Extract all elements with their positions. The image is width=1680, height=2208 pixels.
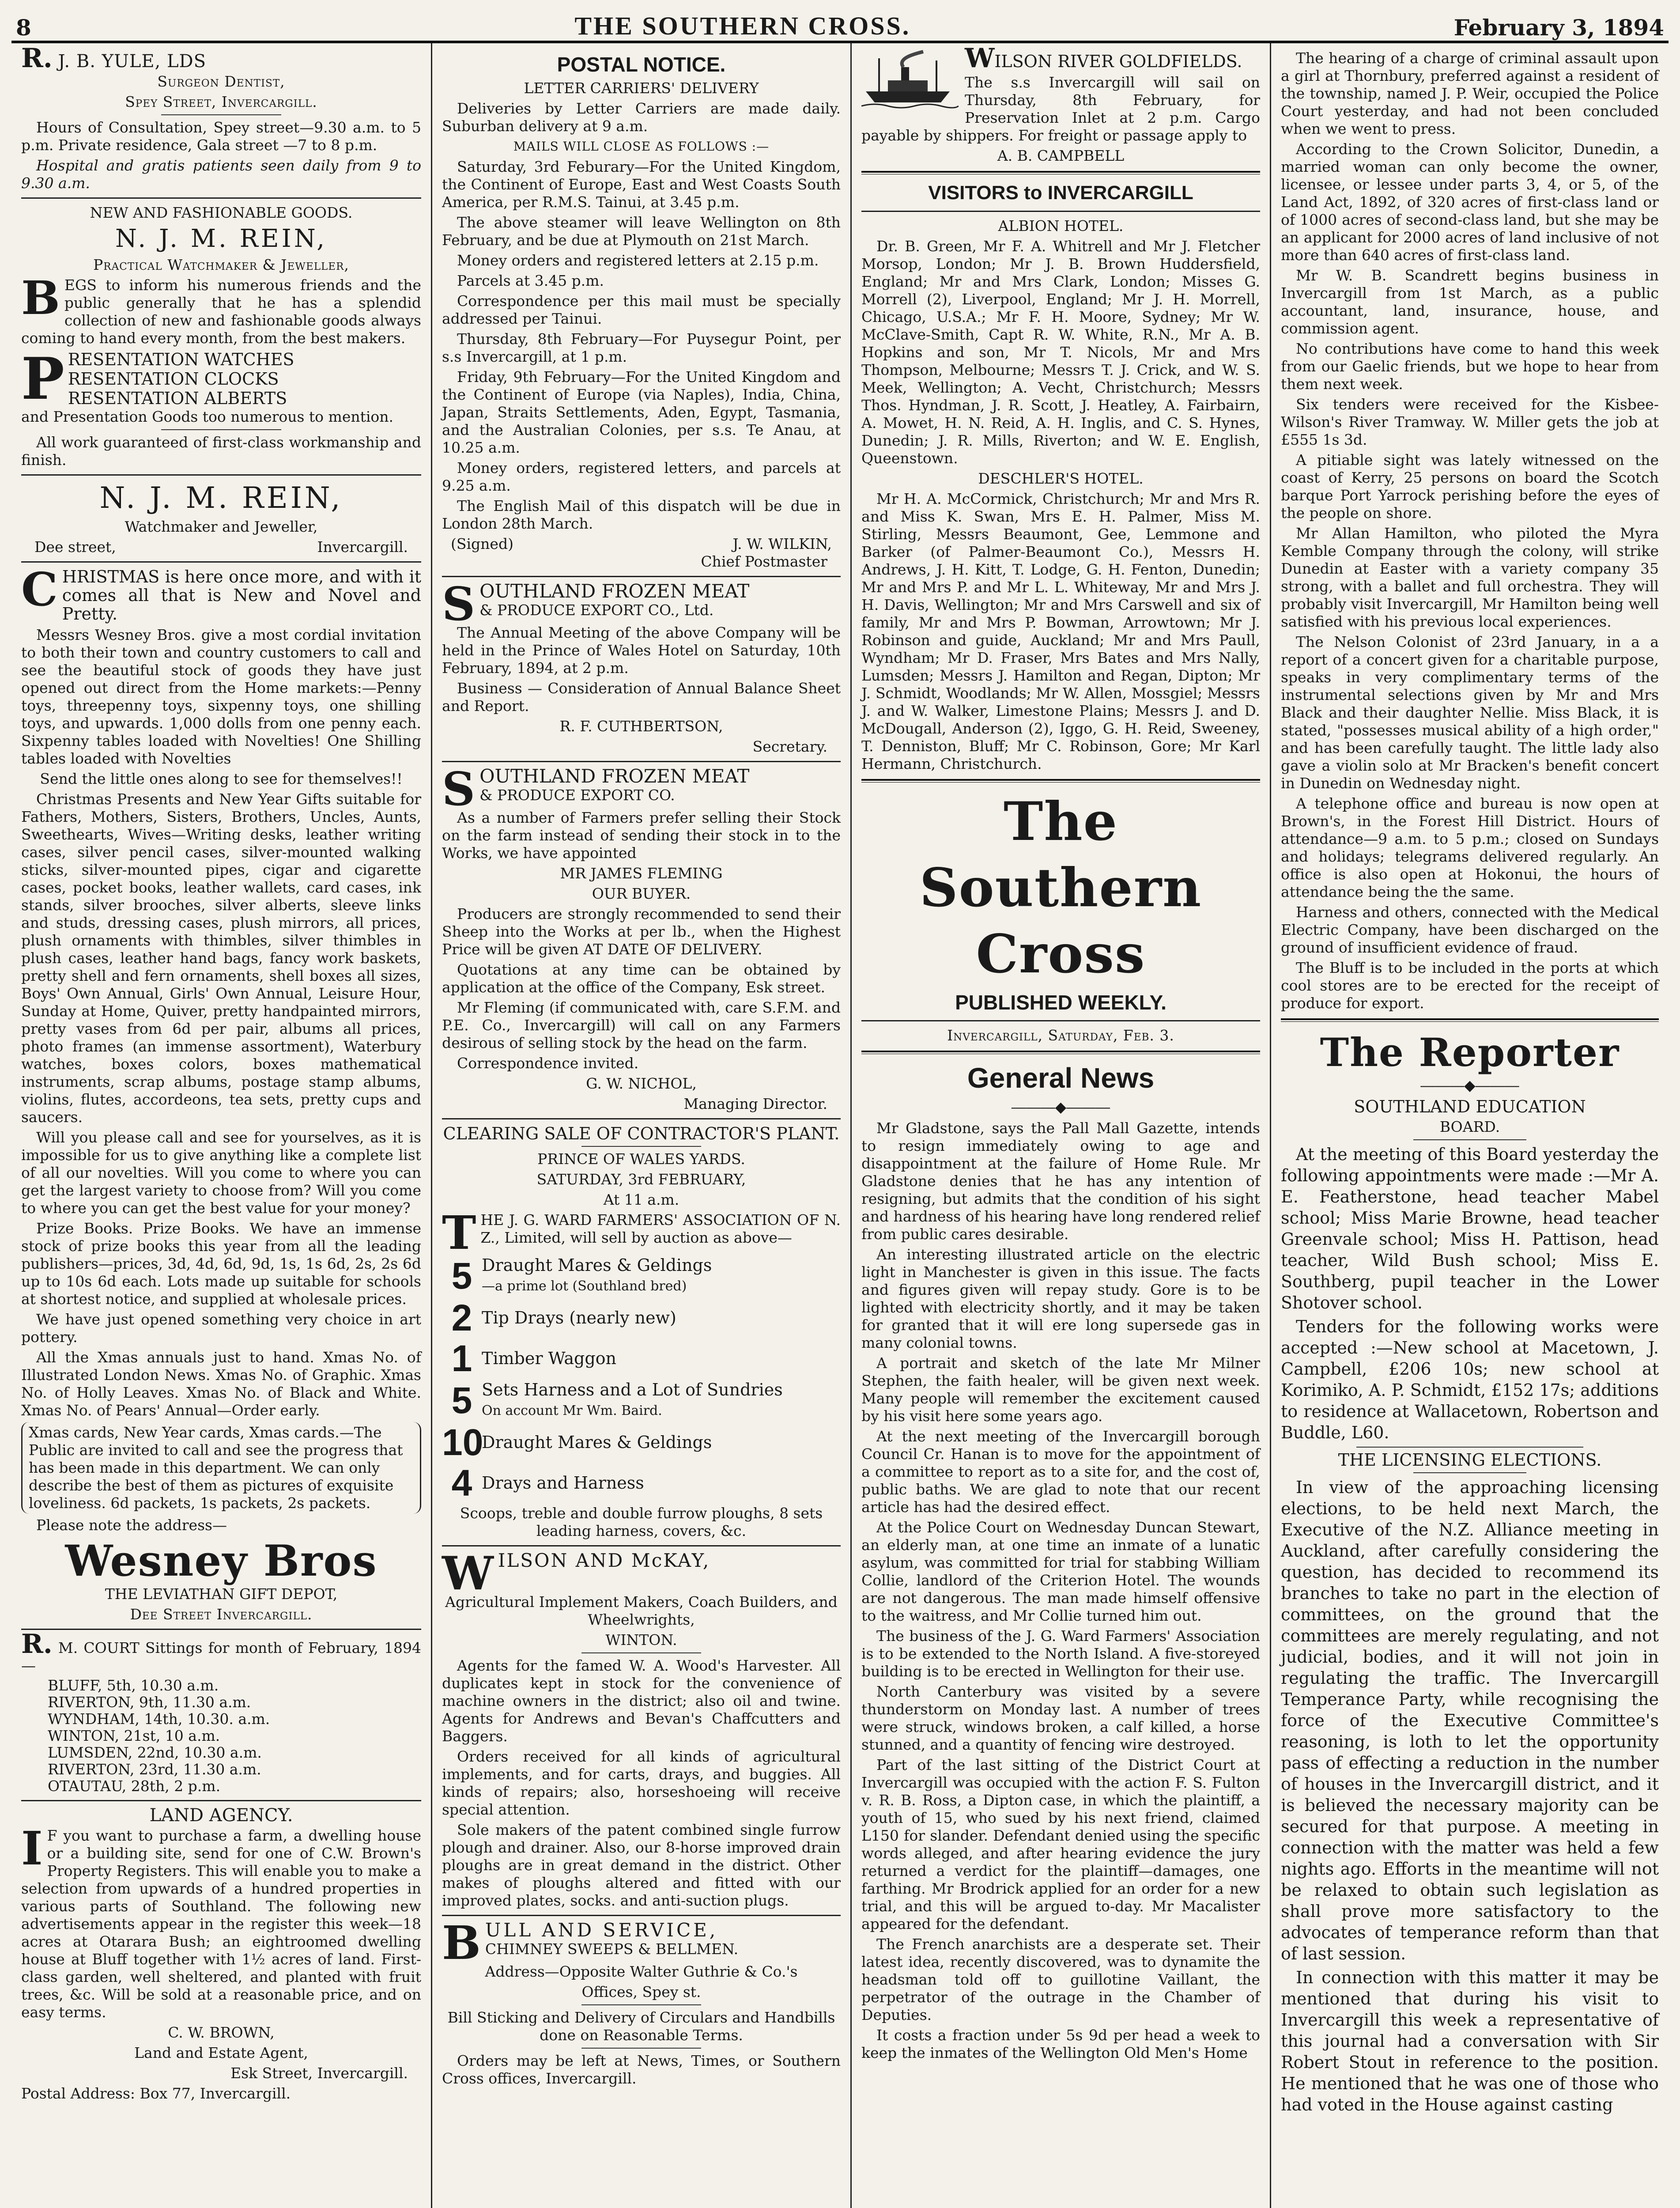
news-item: A pitiable sight was lately witnessed on the coast of Kerry, 25 persons on board the Scotch barque Port Yarrock perishing before the eyes of the people on shore. [1281, 451, 1659, 522]
auction-item: 1 Timber Waggon [451, 1338, 617, 1379]
rein-card: N. J. M. REIN, Watchmaker and Jeweller, Dee street, Invercargill. [34, 481, 408, 556]
sitting-item: BLUFF, 5th, 10.30 a.m. [48, 1677, 219, 1694]
news-item: Harness and others, connected with the Medical Electric Company, have been discharged on the ground of insufficient evidence of fraud. [1281, 904, 1659, 956]
xmas-cards-note: Xmas cards, New Year cards, Xmas cards.—The Public are invited to call and see the progress that has been made in this department. We can only describe the best of them as pictures of exquisite loveliness. 6d packets, 1s packets, 2s packets. [21, 1422, 421, 1514]
wesney-bros-logo: Wesney Bros [65, 1536, 378, 1586]
column-3 [850, 43, 1270, 2208]
news-item: At the Police Court on Wednesday Duncan Stewart, an elderly man, at one time an inmate of a lunatic asylum, was committed for trial for stabbing William Collie, landlord of the Criterion Hotel. The wounds are not dangerous. The man made himself offensive to the waitress, and Mr Collie turned him out. [861, 1519, 1260, 1624]
wilson-river-advert: WILSON RIVER GOLDFIELDS. The s.s Invercargill will sail on Thursday, 8th February, for Preservation Inlet at 2 p.m. Cargo payable by shippers. For freight or passage apply to A. B. CAMPBELL [861, 43, 1260, 164]
sitting-item: RIVERTON, 9th, 11.30 a.m. [48, 1694, 251, 1711]
auction-item: 5 Draught Mares & Geldings —a prime lot (Southland bred) [451, 1255, 712, 1297]
news-item: An interesting illustrated article on the electric light in Manchester is given in this issue. The facts and figures given will repay study. Gore is to be lighted with electricity shortly, and it may be taken for granted that it will ere long supersede gas in many colonial towns. [861, 1246, 1260, 1351]
wilson-mckay-advert: WILSON AND McKAY, Agricultural Implement Makers, Coach Builders, and Wheelwrights, WINTON. Agents for the famed W. A. Wood's Harvester. All duplicates kept in stock for the convenience of machine owners in the district; also oil and twine. Agents for Andrews and Bevan's Chaffcutters and Baggers. Orders received for all kinds of agricultural implements, and for carts, drays, and buggies. All kinds of repairs; also, horseshoeing will receive special attention. Sole makers of the patent combined single furrow plough and drainer. Also, our 8-horse improved drain ploughs are in great demand in the district. Other makes of ploughs altered and fitted with our improved plates, socks. and anti-suction plugs. [442, 1546, 841, 1909]
news-item: No contributions have come to hand this week from our Gaelic friends, but we hope to hear from them next week. [1281, 340, 1659, 393]
newspaper-title: THE SOUTHERN CROSS. [574, 11, 911, 40]
rein-advert: NEW AND FASHIONABLE GOODS. N. J. M. REIN, Practical Watchmaker & Jeweller, BEGS to inform his numerous friends and the public generally that he has a splendid collection of new and fashionable goods always coming to hand every month, from the best makers. P RESENTATION WATCHES RESENTATION CLOCKS RESENTATION ALBERTS and Presentation Goods too numerous to mention. All work guaranteed of first-class workmanship and finish. [21, 204, 421, 469]
land-agency-advert: LAND AGENCY. I F you want to purchase a farm, a dwelling house or a building site, send for one of C.W. Brown's Property Registers. This will enable you to make a selection from upwards of a hundred properties in various parts of Southland. The following new advertisements appear in the register this week—18 acres at Otarara Bush; an eightroomed dwelling house at Bluff together with 1½ acres of land. First-class garden, well sheltered, and planted with fruit trees, &c. Will be sold at a reasonable price, and on easy terms. C. W. BROWN, Land and Estate Agent, Esk Street, Invercargill. Postal Address: Box 77, Invercargill. [21, 1805, 421, 2102]
reporter-section: The Reporter ―――◆――― SOUTHLAND EDUCATION BOARD. At the meeting of this Board yesterday the following appointments were made :—Mr A. E. Featherstone, head teacher Mabel school; Miss Marie Browne, head teacher Greenvale school; Miss H. Pattison, head teacher, Wild Bush school; Miss E. Southberg, pupil teacher in the Lower Shotover school. Tenders for the following works were accepted :—New school at Macetown, J. Campbell, £206 10s; new school at Korimiko, A. P. Schmidt, £152 17s; additions to residence at Wallacetown, Robertson and Buddle, L60. THE LICENSING ELECTIONS. In view of the approaching licensing elections, to be held next March, the Executive of the N.Z. Alliance meeting in Auckland, after carefully considering the question, has decided to recommend its branches to take no part in the election of committees, on the ground that the committees are merely regulating, and not judicial, bodies, and it will not join in regulating the traffic. The Invercargill Temperance Party, while recognising the force of the Executive Committee's reasoning, is loth to let the opportunity pass of effecting a reduction in the number of houses in the Invercargill district, and it is believed the necessary majority can be secured for that purpose. A meeting in connection with the matter was held a few nights ago. Efforts in the meantime will not be relaxed to obtain such legislation as shall prove more satisfactory to the advocates of temperance reform than that of last session. In connection with this matter it may be mentioned that during his visit to Invercargill this week a representative of this journal had a conversation with Sir Robert Stout in reference to the position. He mentioned that he was one of those who had voted in the House against casting [1281, 1028, 1659, 2115]
paper-banner: The Southern Cross PUBLISHED WEEKLY. Invercargill, Saturday, Feb. 3. [861, 789, 1260, 1044]
postal-notice: POSTAL NOTICE. LETTER CARRIERS' DELIVERY Deliveries by Letter Carriers are made daily. Suburban delivery at 9 a.m. MAILS WILL CLOSE AS FOLLOWS :— Saturday, 3rd Feburary—For the United Kingdom, the Continent of Europe, East and West Coasts South America, per R.M.S. Tainui, at 3.45 p.m. The above steamer will leave Wellington on 8th February, and be due at Plymouth on 21st March. Money orders and registered letters at 2.15 p.m. Parcels at 3.45 p.m. Correspondence per this mail must be specially addressed per Tainui. Thursday, 8th February—For Puysegur Point, per s.s Invercargill, at 1 p.m. Friday, 9th February—For the United Kingdom and the Continent of Europe (via Naples), India, China, Japan, Straits Settlements, Aden, Egypt, Tasmania, and the Australian Colonies, per s.s. Te Anau, at 10.25 a.m. Money orders, registered letters, and parcels at 9.25 a.m. The English Mail of this dispatch will be due in London 28th March. (Signed) J. W. WILKIN, Chief Postmaster [442, 53, 841, 570]
frozen-meat-meeting: SOUTHLAND FROZEN MEAT & PRODUCE EXPORT CO., Ltd. The Annual Meeting of the above Company will be held in the Prince of Wales Hotel on Saturday, 10th February, 1894, at 2 p.m. Business — Consideration of Annual Balance Sheet and Report. R. F. CUTHBERTSON, Secretary. [442, 577, 841, 755]
news-item: North Canterbury was visited by a severe thunderstorm on Monday last. A number of trees were struck, windows broken, a calf killed, a horse stunned, and a quantity of fencing wire destroyed. [861, 1683, 1260, 1753]
visitors-list: VISITORS to INVERCARGILL ALBION HOTEL. Dr. B. Green, Mr F. A. Whitrell and Mr J. Fletcher Morsop, London; Mr J. B. Brown Huddersfield, England; Mr and Mrs Clark, London; Misses G. Morrell (2), Liverpool, England; Mr J. H. Morrell, Chicago, U.S.A.; Mr F. H. Moore, Sydney; Mr W. McClave-Smith, Capt R. W. White, R.N., Mr A. B. Hopkins and son, Mr T. Nicols, Mr and Mrs Thompson, Melbourne; Messrs T. J. Crick, and W. S. Meek, Wellington; A. Vecht, Christchurch; Messrs Thos. Hyndman, J. R. Scott, J. Heatley, A. Fairbairn, A. Mowet, H. N. Reid, A. H. Inglis, and C. S. Hynes, Dunedin; J. R. Mills, Riverton; and W. E. English, Queenstown. DESCHLER'S HOTEL. Mr H. A. McCormick, Christchurch; Mr and Mrs R. and Miss K. Swan, Mrs E. H. Palmer, Miss M. Stirling, Messrs Beaumont, Gee, Lemmone and Barker (of Palmer-Beaumont Co.), Messrs H. Andrews, J. H. Kitt, T. Lodge, G. H. Fenton, Dunedin; Mr and Mrs P. and Mr L. L. Whiteway, Mr and Mrs J. H. Davis, Wellington; Mr and Mrs Carswell and six of family, Mr and Mrs P. Bowman, Arrowtown; Mr J. Robinson and guide, Auckland; Mr and Mrs Paull, Wyndham; Mr D. Fraser, Mrs Bates and Mrs Nally, Lumsden; Messrs J. Hamilton and Regan, Dipton; Mr J. Schmidt, Woodlands; Mr W. Allen, Mossgiel; Messrs J. and W. Walker, Limestone Plains; Messrs J. and D. McDougall, Anderson (2), Iggo, G. H. Reid, Sweeney, T. Denniston, Bluff; Mr C. Robinson, Gore; Mr Karl Hermann, Christchurch. [861, 182, 1260, 772]
news-item: Mr Allan Hamilton, who piloted the Myra Kemble Company through the colony, will strike Dunedin at Easter with a variety company 35 strong, with a ballet and full orchestra. They will probably visit Invercargill, Mr Hamilton being well satisfied with his previous local experiences. [1281, 525, 1659, 630]
news-item: Mr W. B. Scandrett begins business in Invercargill from 1st March, as a public accountant, land, insurance, house, and commission agent. [1281, 267, 1659, 337]
bull-service-advert: BULL AND SERVICE, CHIMNEY SWEEPS & BELLMEN. Address—Opposite Walter Guthrie & Co.'s Offices, Spey st. Bill Sticking and Delivery of Circulars and Handbills done on Reasonable Terms. Orders may be left at News, Times, or Southern Cross offices, Invercargill. [442, 1916, 841, 2087]
page-number: 8 [16, 15, 31, 41]
column-1 [11, 43, 431, 2208]
local-news [1281, 49, 1659, 1012]
news-item: The Bluff is to be included in the ports at which cool stores are to be erected for the receipt of produce for export. [1281, 959, 1659, 1012]
auction-item: 4 Drays and Harness [451, 1462, 644, 1504]
clearing-sale: CLEARING SALE OF CONTRACTOR'S PLANT. PRINCE OF WALES YARDS. SATURDAY, 3rd FEBRUARY, At 11 a.m. THE J. G. WARD FARMERS' ASSOCIATION OF N. Z., Limited, will sell by auction as above— 5 Draught Mares & Geldings —a prime lot (Southland bred) 2 Tip Drays (nearly new) 1 Timber Waggon 5 Sets Harness and a Lot of Sundries On account Mr Wm. Baird. 10 Draught Mares & Geldings 4 Drays and Harness Scoops, treble and double furrow ploughs, 8 sets leading harness, covers, &c. [442, 1124, 841, 1539]
issue-date: February 3, 1894 [1453, 15, 1664, 41]
news-item: Six tenders were received for the Kisbee-Wilson's River Tramway. W. Miller gets the job at £555 1s 3d. [1281, 396, 1659, 448]
column-4 [1270, 43, 1669, 2208]
news-item: A telephone office and bureau is now open at Brown's, in the Forest Hill District. Hours of attendance—9 a.m. to 5 p.m.; closed on Sundays and holidays; telegrams delivered regularly. An office is also open at Hokonui, the hours of attendance being the the same. [1281, 795, 1659, 900]
news-item: At the next meeting of the Invercargill borough Council Cr. Hanan is to move for the appointment of a committee to report as to a site for, and the cost of, public baths. We are glad to note that our recent article has had the desired effect. [861, 1428, 1260, 1516]
auction-item: 2 Tip Drays (nearly new) [451, 1297, 676, 1338]
column-2 [431, 43, 850, 2208]
news-item: Part of the last sitting of the District Court at Invercargill was occupied with the action F. S. Fulton v. R. B. Ross, a Dipton case, in which the plaintiff, a youth of 15, who sued by his next friend, claimed L150 for slander. Defendant denied using the specific words alleged, and after hearing evidence the jury returned a verdict for the plaintiff—damages, one farthing. Mr Brodrick applied for an order for a new trial, and this will be argued to-day. Mr Macalister appeared for the defendant. [861, 1756, 1260, 1932]
general-news: General News ―――◆――― Mr Gladstone, says the Pall Mall Gazette, intends to resign immediately owing to age and disappointment at the failure of Home Rule. Mr Gladstone denies that he has any intention of resigning, but admits that the condition of his sight and hardness of his hearing have long rendered relief from public cares desirable. An interesting illustrated article on the electric light in Manchester is given in this issue. The facts and figures given will repay study. Gore is to be lighted with electricity shortly, and it may be taken for granted that it will ere long supersede gas in many colonial towns. A portrait and sketch of the late Mr Milner Stephen, the faith healer, will be given next week. Many people will remember the excitement caused by his visit here some years ago. At the next meeting of the Invercargill borough Council Cr. Hanan is to move for the appointment of a committee to report as to a site for, and the cost of, public baths. We are glad to note that our recent article has had the desired effect. At the Police Court on Wednesday Duncan Stewart, an elderly man, at one time an inmate of a lunatic asylum, was committed for trial for stabbing William Collie, landlord of the Criterion Hotel. The wounds are not dangerous. The man made himself offensive to the waitress, and Mr Collie turned him out. The business of the J. G. Ward Farmers' Association is to be extended to the North Island. A five-storeyed building is to be erected in Wellington for their use. North Canterbury was visited by a severe thunderstorm on Monday last. A number of trees were struck, windows broken, a calf killed, a horse stunned, and a quantity of fencing wire destroyed. Part of the last sitting of the District Court at Invercargill was occupied with the action F. S. Fulton v. R. B. Ross, a Dipton case, in which the plaintiff, a youth of 15, who sued by his next friend, claimed L150 for slander. Defendant denied using the specific words alleged, and after hearing evidence the jury returned a verdict for the plaintiff—damages, one farthing. Mr Brodrick applied for an order for a new trial, and this will be argued to-day. Mr Macalister appeared for the defendant. The French anarchists are a desperate set. Their latest idea, recently discovered, was to dynamite the headsman told off to guillotine Vaillant, the perpetrator of the outrage in the Chamber of Deputies. It costs a fraction under 5s 9d per head a week to keep the inmates of the Wellington Old Men's Home [861, 1062, 1260, 2061]
news-item: Mr Gladstone, says the Pall Mall Gazette, intends to resign immediately owing to age and disappointment at the failure of Home Rule. Mr Gladstone denies that he has any intention of resigning, but admits that the condition of his sight and hardness of his hearing have long rendered relief from public cares desirable. [861, 1119, 1260, 1243]
news-item: The French anarchists are a desperate set. Their latest idea, recently discovered, was to dynamite the headsman told off to guillotine Vaillant, the perpetrator of the outrage in the Chamber of Deputies. [861, 1936, 1260, 2023]
sitting-item: WINTON, 21st, 10 a.m. [48, 1727, 220, 1744]
news-item: The hearing of a charge of criminal assault upon a girl at Thornbury, preferred against a resident of the township, named J. P. Weir, occupied the Police Court yesterday, and had not been concluded when we went to press. [1281, 49, 1659, 137]
auction-item: 5 Sets Harness and a Lot of Sundries On account Mr Wm. Baird. [451, 1380, 783, 1421]
masthead [11, 12, 1669, 43]
frozen-meat-buyer: SOUTHLAND FROZEN MEAT & PRODUCE EXPORT CO. As a number of Farmers prefer selling their Stock on the farm instead of sending their stock in to the Works, we have appointed MR JAMES FLEMING OUR BUYER. Producers are strongly recommended to send their Sheep into the Works at per lb., when the Highest Price will be given AT DATE OF DELIVERY. Quotations at any time can be obtained by application at the office of the Company, Esk street. Mr Fleming (if communicated with, care S.F.M. and P.E. Co., Invercargill) will call on any Farmers desirous of selling stock by the head on the farm. Correspondence invited. G. W. NICHOL, Managing Director. [442, 762, 841, 1112]
steamship-illustration [861, 49, 959, 111]
sitting-item: RIVERTON, 23rd, 11.30 a.m. [48, 1761, 261, 1778]
sitting-item: LUMSDEN, 22nd, 10.30 a.m. [48, 1744, 262, 1761]
southern-cross-banner: The Southern Cross [919, 790, 1202, 985]
court-sittings: R. M. COURT Sittings for month of February, 1894— BLUFF, 5th, 10.30 a.m. RIVERTON, 9th, 11.30 a.m. WYNDHAM, 14th, 10.30. a.m. WINTON, 21st, 10 a.m. LUMSDEN, 22nd, 10.30 a.m. RIVERTON, 23rd, 11.30 a.m. OTAUTAU, 28th, 2 p.m. [21, 1629, 421, 1795]
auction-item: 10 Draught Mares & Geldings [442, 1422, 712, 1463]
news-item: A portrait and sketch of the late Mr Milner Stephen, the faith healer, will be given next week. Many people will remember the excitement caused by his visit here some years ago. [861, 1354, 1260, 1425]
news-item: According to the Crown Solicitor, Dunedin, a married woman can only become the owner, licensee, or lessee under parts 3, 4, or 5, of the Land Act, 1892, of 320 acres of first-class land or of 1000 acres of second-class land, but she may be an applicant for 2000 acres of land inclusive of not more than 640 acres of first-class land. [1281, 140, 1659, 264]
sitting-item: OTAUTAU, 28th, 2 p.m. [48, 1777, 221, 1795]
news-item: It costs a fraction under 5s 9d per head a week to keep the inmates of the Wellington Old Men's Home [861, 2027, 1260, 2061]
reporter-heading: The Reporter [1320, 1029, 1620, 1075]
yule-advert: R. J. B. YULE, LDS Surgeon Dentist, Spey Street, Invercargill. Hours of Consultation, Spey street—9.30 a.m. to 5 p.m. Private residence, Gala street —7 to 8 p.m. Hospital and gratis patients seen daily from 9 to 9.30 a.m. [21, 43, 421, 192]
news-item: The business of the J. G. Ward Farmers' Association is to be extended to the North Island. A five-storeyed building is to be erected in Wellington for their use. [861, 1627, 1260, 1680]
wesney-christmas-advert: CHRISTMAS is here once more, and with it comes all that is New and Novel and Pretty. Messrs Wesney Bros. give a most cordial invitation to both their town and country customers to call and see the beautiful stock of goods they have just opened out direct from the Home markets:—Penny toys, threepenny toys, sixpenny toys, one shilling toys, and upwards. 1,000 dolls from one penny each. Sixpenny tables loaded with Novelties! One Shilling tables loaded with Novelties Send the little ones along to see for themselves!! Christmas Presents and New Year Gifts suitable for Fathers, Mothers, Sisters, Brothers, Uncles, Aunts, Sweethearts, Wives—Writing desks, leather writing cases, silver pencil cases, silver-mounted walking sticks, silver-mounted pipes, cigar and cigarette cases, pocket books, leather wallets, card cases, ink stands, silver brooches, silver alberts, sleeve links and studs, dressing cases, plush mirrors, all prices, plush ornaments with thimbles, silver thimbles in plush cases, leather hand bags, fancy work baskets, pretty shell and fern ornaments, shell boxes all sizes, Boys' Own Annual, Girls' Own Annual, Leisure Hour, Sunday at Home, Quiver, pretty handpainted mirrors, pretty vases from 6d per pair, albums all prices, photo frames (an immense assortment), Waterbury watches, boxes colors, boxes mathematical instruments, scrap albums, postage stamp albums, violins, flutes, accordeons, tea sets, pretty cups and saucers. Will you please call and see for yourselves, as it is impossible for us to give anything like a complete list of all our novelties. Will you come to where you can get the largest variety to choose from? Will you come to where you can get the best value for your money? Prize Books. Prize Books. We have an immense stock of prize books this year from all the leading publishers—prices, 3d, 4d, 6d, 9d, 1s, 1s 6d, 2s, 2s 6d up to 10s 6d each. Lots made up suitable for schools at shortest notice, and supplied at wholesale prices. We have just opened something very choice in art pottery. All the Xmas annuals just to hand. Xmas No. of Illustrated London News. Xmas No. of Graphic. Xmas No. of Holly Leaves. Xmas No. of Black and White. Xmas No. of Pears' Annual—Order early. Xmas cards, New Year cards, Xmas cards.—The Public are invited to call and see the progress that has been made in this department. We can only describe the best of them as pictures of exquisite loveliness. 6d packets, 1s packets, 2s packets. Please note the address— Wesney Bros THE LEVIATHAN GIFT DEPOT, Dee Street Invercargill. [21, 562, 421, 1623]
news-item: The Nelson Colonist of 23rd January, in a a report of a concert given for a charitable purpose, speaks in very complimentary terms of the instrumental selections given by Mr and Mrs Black and their daughter Nellie. Miss Black, it is stated, "possesses musical ability of a high order," and has been carefully taught. The little lady also gave a violin solo at Mr Bracken's benefit concert in Dunedin on Wednesday night. [1281, 633, 1659, 792]
sitting-item: WYNDHAM, 14th, 10.30. a.m. [48, 1710, 270, 1728]
